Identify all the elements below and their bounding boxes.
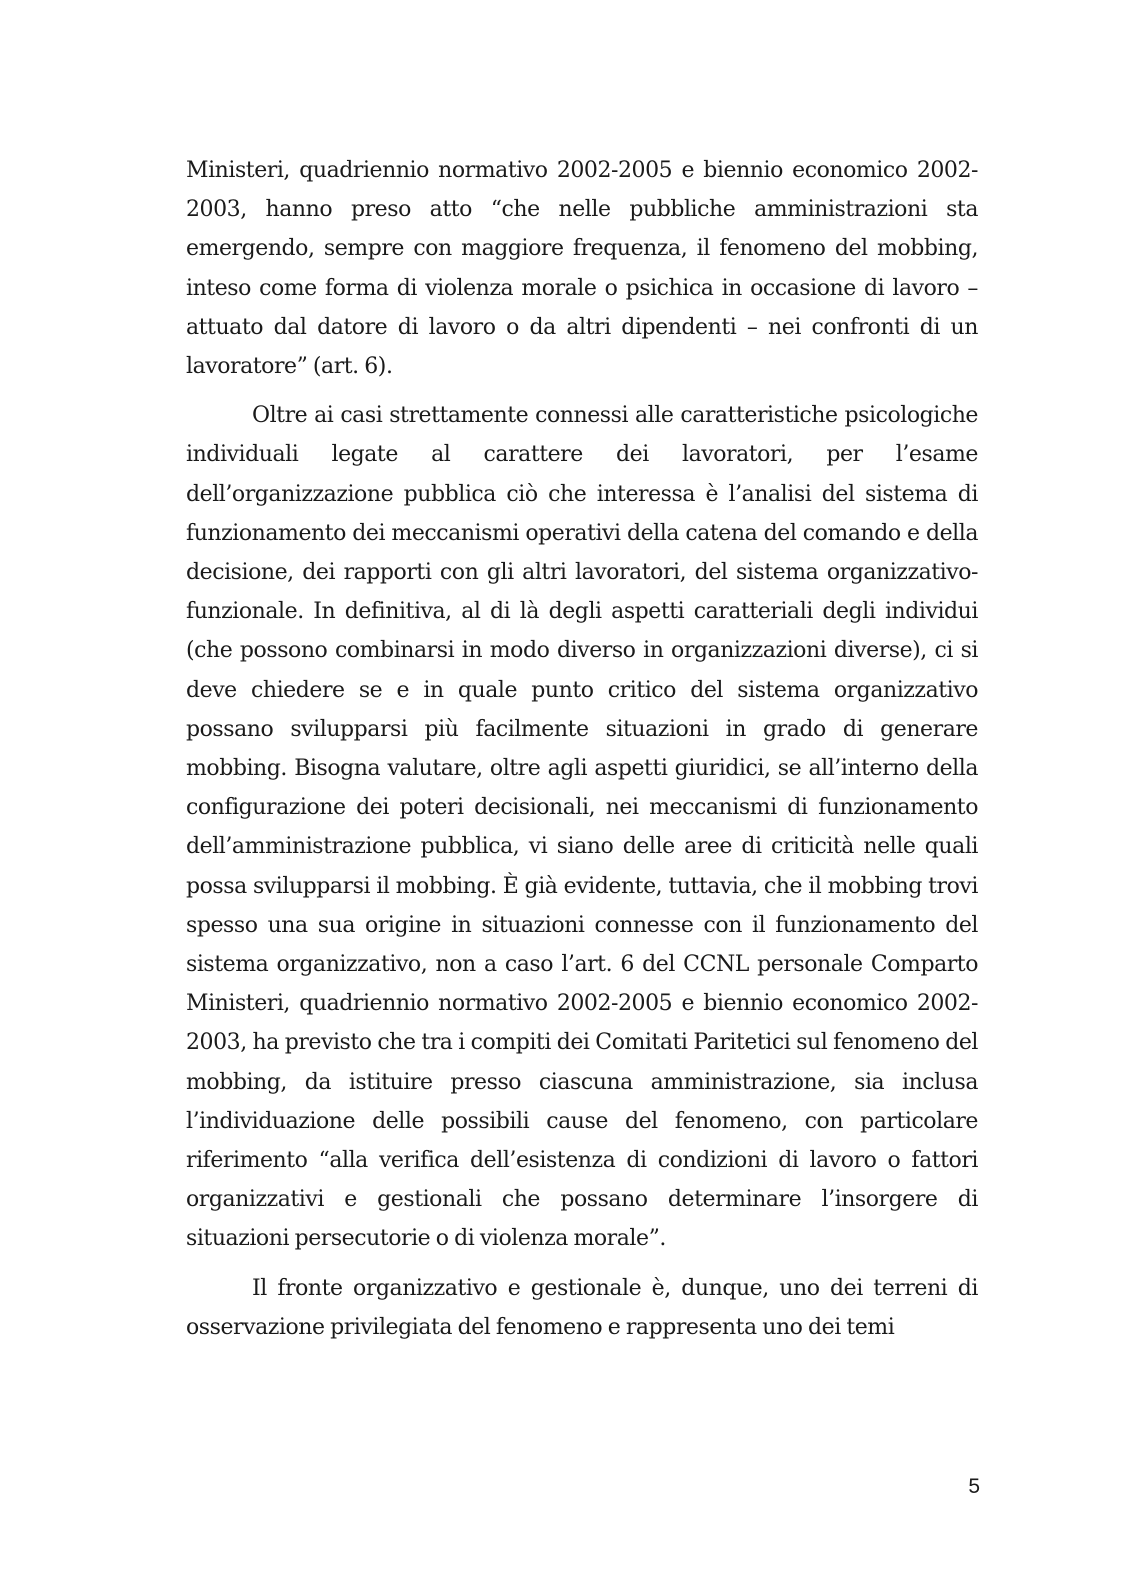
page-number: 5 (968, 1475, 980, 1498)
paragraph-1: Ministeri, quadriennio normativo 2002-2005 e biennio economico 2002-2003, hanno preso atto “che nelle pubbliche amministrazioni sta emergendo, sempre con maggiore frequenza, il fenomeno del mobbing, inteso come forma di violenza morale o psichica in occasione di lavoro – attuato dal datore di lavoro o da altri dipendenti – nei confronti di un lavoratore” (art. 6). (186, 158, 978, 380)
paragraph-2: Oltre ai casi strettamente connessi alle caratteristiche psicologiche individuali legate al carattere dei lavoratori, per l’esame dell’organizzazione pubblica ciò che interessa è l’analisi del sistema di funzionamento dei meccanismi operativi della catena del comando e della decisione, dei rapporti con gli altri lavoratori, del sistema organizzativo-funzionale. In definitiva, al di là degli aspetti caratteriali degli individui (che possono combinarsi in modo diverso in organizzazioni diverse), ci si deve chiedere se e in quale punto critico del sistema organizzativo possano svilupparsi più facilmente situazioni in grado di generare mobbing. Bisogna valutare, oltre agli aspetti giuridici, se all’interno della configurazione dei poteri decisionali, nei meccanismi di funzionamento dell’amministrazione pubblica, vi siano delle aree di criticità nelle quali possa svilupparsi il mobbing. È già evidente, tuttavia, che il mobbing trovi spesso una sua origine in situazioni connesse con il funzionamento del sistema organizzativo, non a caso l’art. 6 del CCNL personale Comparto Ministeri, quadriennio normativo 2002-2005 e biennio economico 2002-2003, ha previsto che tra i compiti dei Comitati Paritetici sul fenomeno del mobbing, da istituire presso ciascuna amministrazione, sia inclusa l’individuazione delle possibili cause del fenomeno, con particolare riferimento “alla verifica dell’esistenza di condizioni di lavoro o fattori organizzativi e gestionali che possano determinare l’insorgere di situazioni persecutorie o di violenza morale”. (186, 403, 978, 1252)
body-text (186, 151, 978, 1347)
paragraph-3: Il fronte organizzativo e gestionale è, dunque, uno dei terreni di osservazione privilegiata del fenomeno e rappresenta uno dei temi (186, 1275, 978, 1340)
